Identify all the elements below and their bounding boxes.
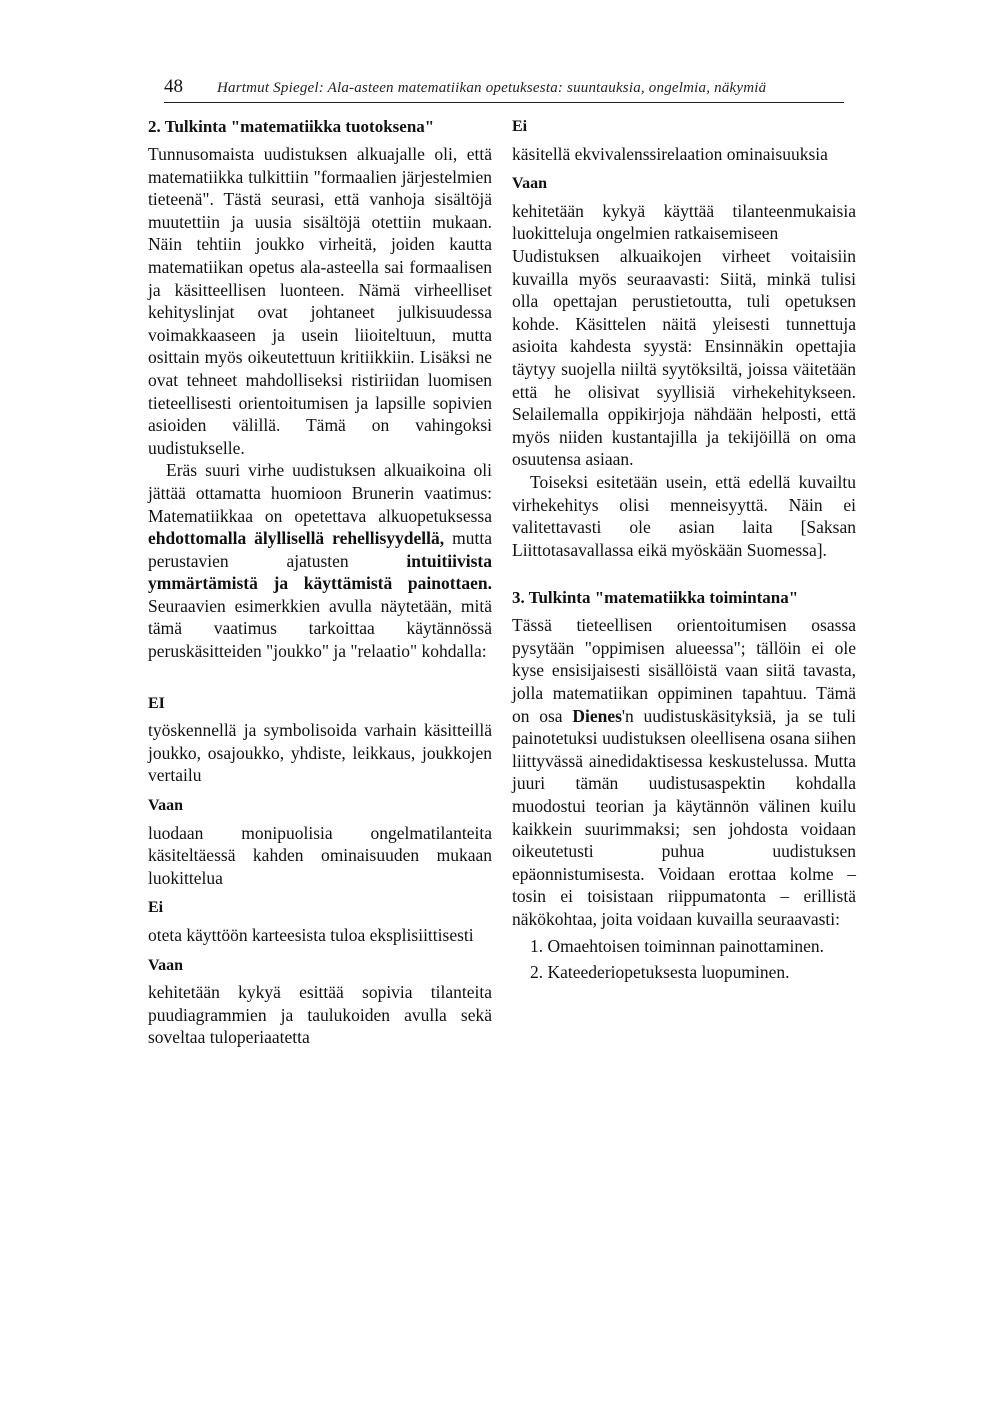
para2-bold-2: intuitiivista ymmärtämistä ja käyttämistä painottaen. [148, 550, 492, 594]
left-column [148, 116, 492, 1057]
para3-start: Tässä tieteellisen orientoitumisen osassa pysytään "oppimisen alueessa"; tällöin ei ole kyse ensisijaisesti sisällöistä vaan siitä tavasta, jolla matematiikan oppiminen tapahtuu. Tämä on osa [512, 615, 856, 726]
page-header [164, 76, 844, 103]
example-text: kehitetään kykyä esittää sopivia tilanteita puudiagrammien ja taulukoiden avulla sekä soveltaa tuloperiaatetta [148, 982, 492, 1048]
example-text: käsitellä ekvivalenssirelaation ominaisuuksia [512, 143, 828, 164]
para3-end: 'n uudistuskäsityksiä, ja se tuli painotetuksi uudistuksen oleellisena osana siihen liittyvässä ainedidaktisessa keskustelussa. Mutta juuri tämän uudistusaspektin kohdalla muodostui teorian ja käytännön välinen kuilu kaikkein suurimmaksi; sen johdosta voidaan oikeutetusti puhua uudistuksen epäonnistumisesta. Voidaan erottaa kolme – tosin ei toisistaan riippumatonta – erillistä näkökohtaa, joita voidaan kuvailla seuraavasti: [512, 705, 856, 929]
example-text: kehitetään kykyä käyttää tilanteenmukaisia luokitteluja ongelmien ratkaisemiseen [512, 200, 856, 244]
aspect-list [512, 935, 856, 984]
list-item-text: Kateederiopetuksesta luopuminen. [547, 962, 790, 983]
para3-bold-dienes: Dienes [572, 705, 622, 726]
example-text: työskennellä ja symbolisoida varhain käsitteillä joukko, osajoukko, yhdiste, leikkaus, joukkojen vertailu [148, 720, 492, 786]
right-paragraph-2: Toiseksi esitetään usein, että edellä kuvailtu virhekehitys olisi menneisyyttä. Näin ei valitettavasti ole asian laita [Saksan Liittotasavallassa eikä myöskään Suomessa]. [512, 471, 856, 560]
example-label: EI [148, 694, 165, 712]
right-column [512, 116, 856, 988]
example-text: luodaan monipuolisia ongelmatilanteita käsiteltäessä kahden ominaisuuden mukaan luokittelua [148, 822, 492, 888]
example-text: oteta käyttöön karteesista tuloa eksplisiittisesti [148, 925, 474, 945]
list-item-number: 1. [530, 935, 544, 956]
example-label: Vaan [148, 956, 183, 974]
list-item-number: 2. [530, 962, 544, 983]
para2-bold-1: ehdottomalla älyllisellä rehellisyydellä, [148, 528, 445, 549]
list-item [512, 935, 856, 958]
para2-mid: mutta perustavien ajatusten [148, 528, 493, 571]
example-label: Vaan [512, 175, 547, 193]
example-block [148, 955, 492, 1049]
example-block [148, 795, 492, 889]
running-title: Hartmut Spiegel: Ala-asteen matematiikan opetuksesta: suuntauksia, ongelmia, näkymiä [217, 80, 767, 96]
example-label: Ei [148, 899, 164, 917]
para2-start: Eräs suuri virhe uudistuksen alkuaikoina oli jättää ottamatta huomioon Brunerin vaatimus: Matematiikkaa on opetettava alkuopetuksessa [148, 460, 492, 526]
list-item [512, 961, 856, 984]
section-heading-2: 2. Tulkinta "matematiikka tuotoksena" [148, 117, 435, 136]
left-paragraph-1: Tunnusomaista uudistuksen alkuajalle oli, että matematiikka tulkittiin "formaalien järjestelmien tieteenä". Tästä seurasi, että vanhoja sisältöjä muutettiin ja uusia sisältöjä otettiin mukaan. Näin tehtiin joukko virheitä, joiden kautta matematiikan opetus ala-asteella sai formaalisen ja käsitteellisen luonteen. Nämä virheelliset kehityslinjat ovat johtaneet julkisuudessa voimakkaaseen ja usein liioiteltuun, mutta osittain myös oikeutettuun kritiikkiin. Lisäksi ne ovat tehneet mahdolliseksi ristiriidan luomisen tieteellisesti orientoitumisen ja lapsille sopivien asioiden välillä. Tämä on vahingoksi uudistukselle. [148, 144, 492, 458]
section-heading-3: 3. Tulkinta "matematiikka toimintana" [512, 588, 799, 608]
example-label: Vaan [148, 797, 183, 815]
example-label: Ei [512, 118, 528, 135]
example-block [148, 897, 492, 946]
right-paragraph-3 [512, 614, 856, 930]
left-paragraph-2 [148, 459, 492, 662]
right-paragraph-1: Uudistuksen alkuaikojen virheet voitaisiin kuvailla myös seuraavasti: Siitä, minkä tulisi olla opettajan perustietoutta, tuli opetuksen kohde. Käsittelen näitä yleisesti tunnettuja asioita kahdesta syystä: Ensinnäkin opettajia täytyy suojella niiltä syytöksiltä, joissa väitetään että he olisivat syyllisiä virhekehitykseen. Selailemalla oppikirjoja nähdään helposti, että myös niiden kustantajilla ja tekijöillä on oma osuutensa asiaan. [512, 245, 856, 470]
example-block [148, 693, 492, 787]
example-block [512, 173, 856, 245]
para2-end: Seuraavien esimerkkien avulla näytetään, mitä tämä vaatimus tarkoittaa käytännössä peruskäsitteiden "joukko" ja "relaatio" kohdalla: [148, 595, 492, 662]
page-number: 48 [164, 76, 183, 97]
example-block [512, 116, 856, 165]
list-item-text: Omaehtoisen toiminnan painottaminen. [547, 935, 825, 956]
